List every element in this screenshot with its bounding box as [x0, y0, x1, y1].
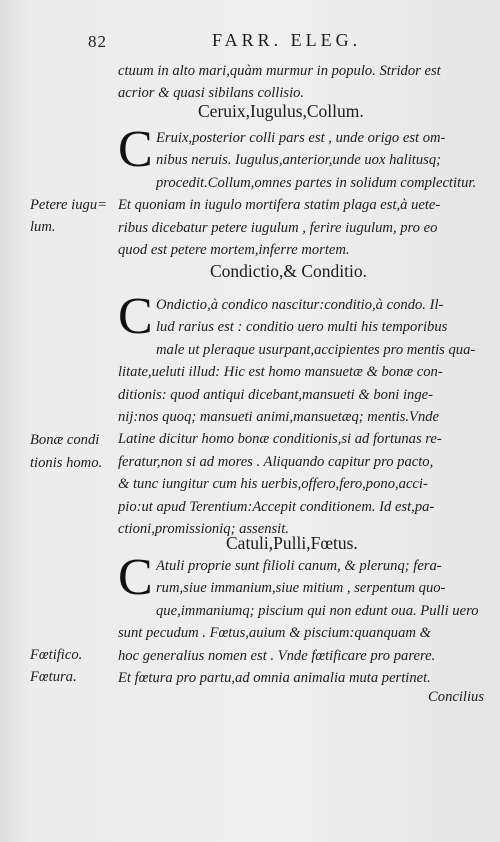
text-line: rum,siue immanium,siue mitium , serpentum quo- — [156, 580, 446, 597]
text-line: nij:nos quoq; mansueti animi,mansuetæq; mentis.Vnde — [118, 408, 440, 425]
margin-note: Bonæ condi — [30, 432, 100, 448]
drop-cap: C — [118, 549, 153, 606]
page-header — [0, 30, 500, 54]
section-body-condictio — [118, 288, 488, 540]
section-heading-condictio: Condictio,& Conditio. — [210, 261, 368, 281]
text-line: que,immaniumq; piscium qui non edunt oua. Pulli uero — [156, 602, 479, 619]
section-body-catuli — [118, 549, 488, 689]
text-line: & tunc iungitur cum his uerbis,offero,fero,pono,acci- — [118, 476, 428, 493]
text-line: quod est petere mortem,inferre mortem. — [118, 241, 350, 258]
text-line: Latine dicitur homo bonæ conditionis,si ad fortunas re- — [118, 431, 442, 448]
text-line: procedit.Collum,omnes partes in solidum complectitur. — [156, 174, 477, 191]
section-heading-ceruix: Ceruix,Iugulus,Collum. — [198, 101, 364, 121]
text-line: ditionis: quod antiqui dicebant,mansueti & boni inge- — [118, 386, 433, 403]
running-head: FARR. ELEG. — [212, 30, 362, 50]
margin-note: lum. — [30, 219, 56, 235]
drop-cap: C — [118, 121, 153, 178]
section-body-ceruix — [118, 121, 488, 261]
page-number: 82 — [88, 32, 107, 51]
margin-note: Petere iugu= — [30, 197, 107, 213]
text-line: sunt pecudum . Fœtus,auium & piscium:quanquam & — [118, 625, 431, 642]
text-line: pio:ut apud Terentium:Accepit conditionem. Id est,pa- — [118, 498, 435, 515]
text-line: lud rarius est : conditio uero multi his temporibus — [156, 319, 448, 336]
text-line: acrior & quasi sibilans collisio. — [118, 85, 305, 102]
text-line: Et fœtura pro partu,ad omnia animalia muta pertinet. — [118, 669, 431, 686]
text-line: nibus neruis. Iugulus,anterior,unde uox halitusq; — [156, 152, 441, 169]
text-line: Eruix,posterior colli pars est , unde origo est om- — [156, 130, 446, 146]
margin-note: tionis homo. — [30, 455, 103, 471]
text-line: ctuum in alto mari,quàm murmur in populo. Stridor est — [118, 63, 441, 79]
drop-cap: C — [118, 288, 153, 345]
text-line: feratur,non si ad mores . Aliquando capitur pro pacto, — [118, 453, 434, 470]
catchword: Concilius — [428, 689, 484, 705]
margin-note: Fœtura. — [30, 669, 77, 685]
opening-paragraph — [118, 60, 488, 105]
text-line: male ut pleraque usurpant,accipientes pro mentis qua- — [156, 341, 476, 358]
text-line: ctioni,promissioniq; assensit. — [118, 520, 289, 537]
text-line: Et quoniam in iugulo mortifera statim plaga est,à uete- — [118, 197, 441, 214]
text-line: ribus dicebatur petere iugulum , ferire iugulum, pro eo — [118, 219, 438, 236]
text-line: hoc generalius nomen est . Vnde fœtificare pro parere. — [118, 647, 436, 664]
text-line: Atuli proprie sunt filioli canum, & plerunq; fera- — [156, 558, 442, 574]
text-line: Ondictio,à condico nascitur:conditio,à condo. Il- — [156, 297, 444, 313]
text-line: litate,ueluti illud: Hic est homo mansuetæ & bonæ con- — [118, 364, 443, 381]
margin-note: Fœtifico. — [30, 647, 83, 663]
section-heading-catuli: Catuli,Pulli,Fœtus. — [226, 533, 358, 553]
